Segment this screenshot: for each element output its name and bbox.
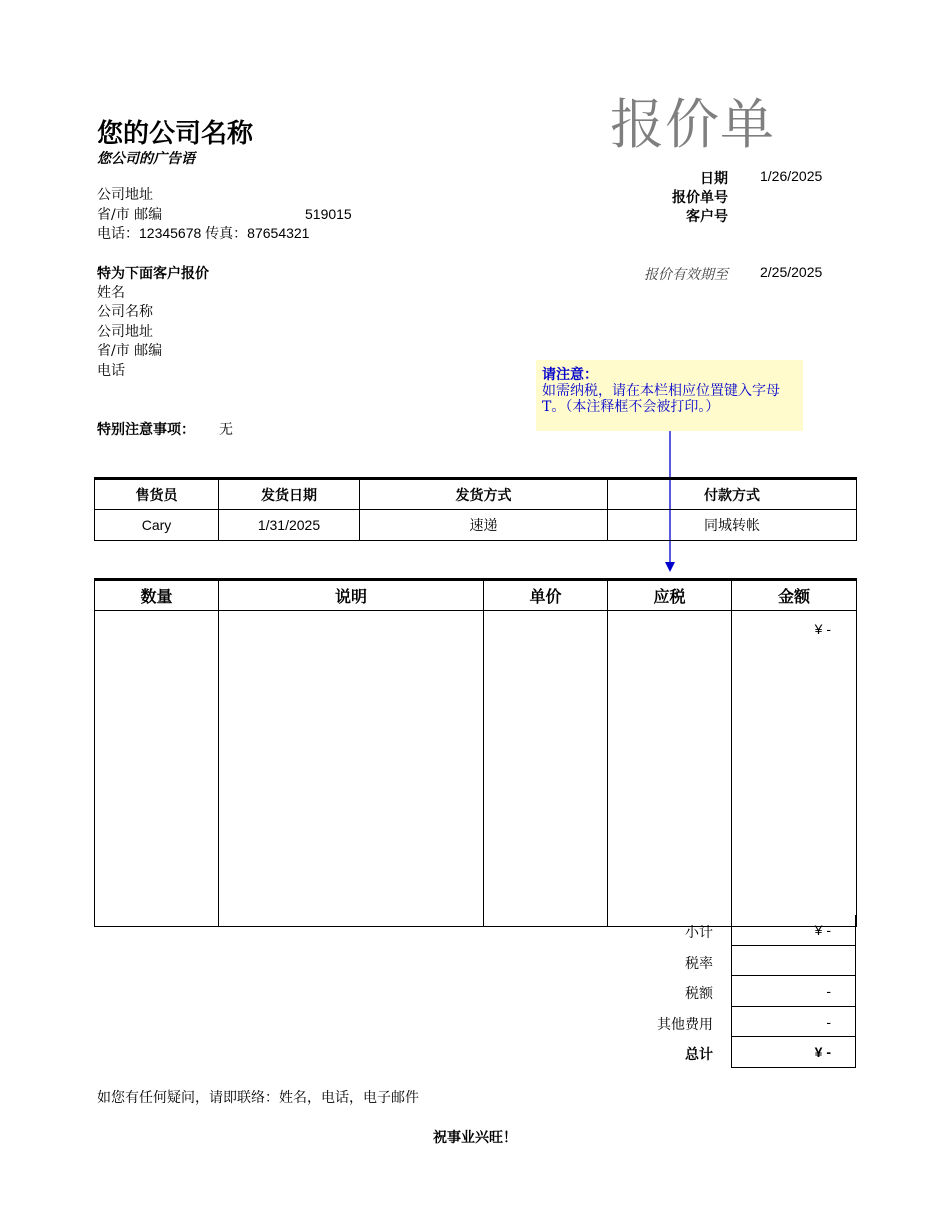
payment-method-cell[interactable]: 同城转帐: [608, 510, 857, 541]
ship-method-cell[interactable]: 速递: [360, 510, 608, 541]
taxable-cell[interactable]: [608, 611, 732, 927]
note-title: 请注意：: [542, 367, 598, 383]
bill-to-address: 公司地址: [97, 323, 153, 340]
validity-label: 报价有效期至: [644, 267, 728, 283]
items-body-row: [95, 611, 857, 927]
special-notes-value[interactable]: 无: [219, 422, 233, 438]
subtotal-label: 小计: [685, 925, 713, 941]
items-table: [94, 578, 857, 927]
bill-to-city-zip: 省/市 邮编: [97, 343, 163, 359]
amount-header: 金额: [732, 580, 857, 611]
contact-note: 如您有任何疑问，请即联络：姓名，电话，电子邮件: [97, 1090, 419, 1106]
validity-value[interactable]: 2/25/2025: [760, 264, 823, 280]
amount-cell: ¥ -: [732, 611, 857, 927]
special-notes: [97, 419, 233, 439]
customer-id-row: [560, 206, 830, 225]
bill-to-block: [97, 264, 209, 381]
date-row: [560, 168, 830, 187]
total-value: ¥ -: [731, 1037, 856, 1068]
company-address-block: [97, 186, 352, 243]
ship-date-header: 发货日期: [219, 479, 360, 510]
shipping-header-row: [95, 479, 857, 510]
total-label: 总计: [685, 1046, 713, 1063]
bill-to-heading: 特为下面客户报价: [97, 265, 209, 281]
company-slogan: 您公司的广告语: [97, 150, 195, 166]
validity-row: [560, 264, 830, 283]
subtotal-value: ¥ -: [731, 915, 856, 946]
quote-number-label: 报价单号: [672, 189, 728, 205]
tax-note-comment: [536, 360, 803, 431]
tax-rate-value[interactable]: [731, 946, 856, 977]
quote-number-row: [560, 187, 830, 206]
description-header: 说明: [219, 580, 484, 611]
special-notes-label: 特别注意事项：: [97, 421, 195, 437]
shipping-table: [94, 477, 857, 541]
bill-to-name: 姓名: [97, 284, 125, 301]
shipping-row: [95, 510, 857, 541]
quantity-cell[interactable]: [95, 611, 219, 927]
company-city-zip-line: [97, 205, 352, 224]
bill-to-company: 公司名称: [97, 304, 153, 320]
ship-date-cell[interactable]: 1/31/2025: [219, 510, 360, 541]
ship-method-header: 发货方式: [360, 479, 608, 510]
other-fees-row: [600, 1007, 856, 1038]
tax-row: [600, 976, 856, 1007]
date-label: 日期: [700, 170, 728, 186]
items-header-row: [95, 580, 857, 611]
taxable-header: 应税: [608, 580, 732, 611]
company-zip: 519015: [305, 206, 352, 222]
description-cell[interactable]: [219, 611, 484, 927]
unit-price-header: 单价: [484, 580, 608, 611]
other-fees-value[interactable]: -: [731, 1007, 856, 1038]
other-fees-label: 其他费用: [657, 1016, 713, 1033]
salesperson-header: 售货员: [95, 479, 219, 510]
tax-value: -: [731, 976, 856, 1007]
customer-id-label: 客户号: [686, 208, 728, 224]
totals-block: [600, 915, 856, 1068]
document-title: 报价单: [610, 95, 775, 155]
quantity-header: 数量: [95, 580, 219, 611]
tax-rate-label: 税率: [685, 955, 713, 972]
payment-method-header: 付款方式: [608, 479, 857, 510]
bill-to-phone: 电话: [97, 362, 125, 379]
tax-label: 税额: [685, 986, 713, 1003]
total-row: [600, 1037, 856, 1068]
company-phone-fax: 电话：12345678 传真：87654321: [97, 225, 310, 241]
subtotal-row: [600, 915, 856, 946]
note-body: 如需纳税，请在本栏相应位置键入字母 T。（本注释框不会被打印。）: [542, 383, 780, 415]
closing-note: 祝事业兴旺！: [433, 1129, 517, 1145]
company-address: 公司地址: [97, 187, 153, 203]
company-city-zip: 省/市 邮编: [97, 207, 163, 223]
tax-rate-row: [600, 946, 856, 977]
date-value[interactable]: 1/26/2025: [760, 168, 823, 184]
company-name: 您的公司名称: [97, 118, 254, 148]
unit-price-cell[interactable]: [484, 611, 608, 927]
salesperson-cell[interactable]: Cary: [95, 510, 219, 541]
